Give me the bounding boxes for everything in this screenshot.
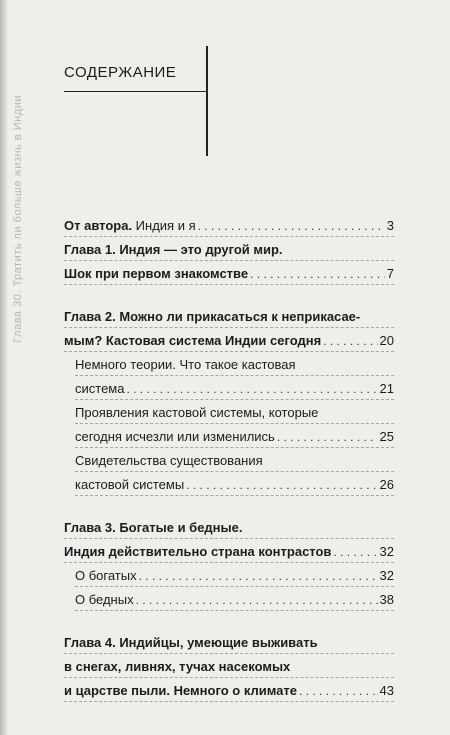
- toc-entry-title-cont: Индия действительно страна контрастов: [64, 544, 332, 559]
- dot-leader: [277, 427, 378, 447]
- page-number: 26: [379, 477, 394, 492]
- toc-subentry-title-cont: кастовой системы: [75, 477, 185, 492]
- toc-subentry-title: Проявления кастовой системы, которые: [75, 405, 319, 420]
- page-number: 32: [379, 544, 394, 559]
- dot-leader: [136, 590, 378, 610]
- toc-entry-intro: [64, 216, 394, 237]
- toc-entry-title: Глава 4. Индийцы, умеющие выживать: [64, 635, 318, 650]
- toc-subentry-theory: [64, 355, 394, 400]
- toc-entry-chapter-4: [64, 633, 394, 702]
- toc-subentry-title: О бедных: [75, 592, 134, 607]
- page-number: 43: [379, 683, 394, 698]
- toc-subentry-evidence: [64, 451, 394, 496]
- toc-entry-title-cont: и царстве пыли. Немного о климате: [64, 683, 298, 698]
- toc-entry-title-cont: мым? Кастовая система Индии сегодня: [64, 333, 322, 348]
- toc-entry-title: Глава 2. Можно ли прикасаться к неприкасае-: [64, 309, 361, 324]
- spine-text: Глава 30. Тратить ли больше жизнь в Индии: [12, 95, 24, 343]
- toc-entry-chapter-1: [64, 240, 394, 285]
- page-number: 21: [379, 381, 394, 396]
- toc-entry-title-cont: в снегах, ливнях, тучах насекомых: [64, 659, 291, 674]
- toc-entry-title: Глава 3. Богатые и бедные.: [64, 520, 243, 535]
- toc-subentry-manifestations: [64, 403, 394, 448]
- dot-leader: [198, 216, 385, 236]
- toc-subentry-title: Немного теории. Что такое кастовая: [75, 357, 296, 372]
- dot-leader: [126, 379, 377, 399]
- page-number: 32: [379, 568, 394, 583]
- toc-subentry-title-cont: сегодня исчезли или изменились: [75, 429, 275, 444]
- page-number: 3: [386, 218, 394, 233]
- toc-subentry-title: Свидетельства существования: [75, 453, 263, 468]
- toc-subentry-poor: [64, 590, 394, 611]
- dot-leader: [186, 475, 377, 495]
- page-number: 7: [386, 266, 394, 281]
- page-number: 25: [379, 429, 394, 444]
- toc-entry-title-cont: Шок при первом знакомстве: [64, 266, 249, 281]
- page-number: 38: [379, 592, 394, 607]
- toc-entry-title: Глава 1. Индия — это другой мир.: [64, 242, 283, 257]
- dot-leader: [139, 566, 378, 586]
- dot-leader: [299, 681, 378, 701]
- dot-leader: [333, 542, 377, 562]
- title-underline: [64, 91, 206, 92]
- toc-entry-chapter-3: [64, 518, 394, 563]
- toc-subentry-title-cont: система: [75, 381, 125, 396]
- table-of-contents: [64, 216, 394, 702]
- page-number: 20: [379, 333, 394, 348]
- dot-leader: [323, 331, 377, 351]
- toc-entry-title: От автора. Индия и я: [64, 218, 196, 233]
- dot-leader: [250, 264, 385, 284]
- title-vertical-rule: [206, 46, 208, 156]
- toc-subentry-rich: [64, 566, 394, 587]
- page-gutter-shadow: [0, 0, 8, 735]
- toc-subentry-title: О богатых: [75, 568, 137, 583]
- page-title: СОДЕРЖАНИЕ: [64, 64, 177, 81]
- toc-entry-chapter-2: [64, 307, 394, 352]
